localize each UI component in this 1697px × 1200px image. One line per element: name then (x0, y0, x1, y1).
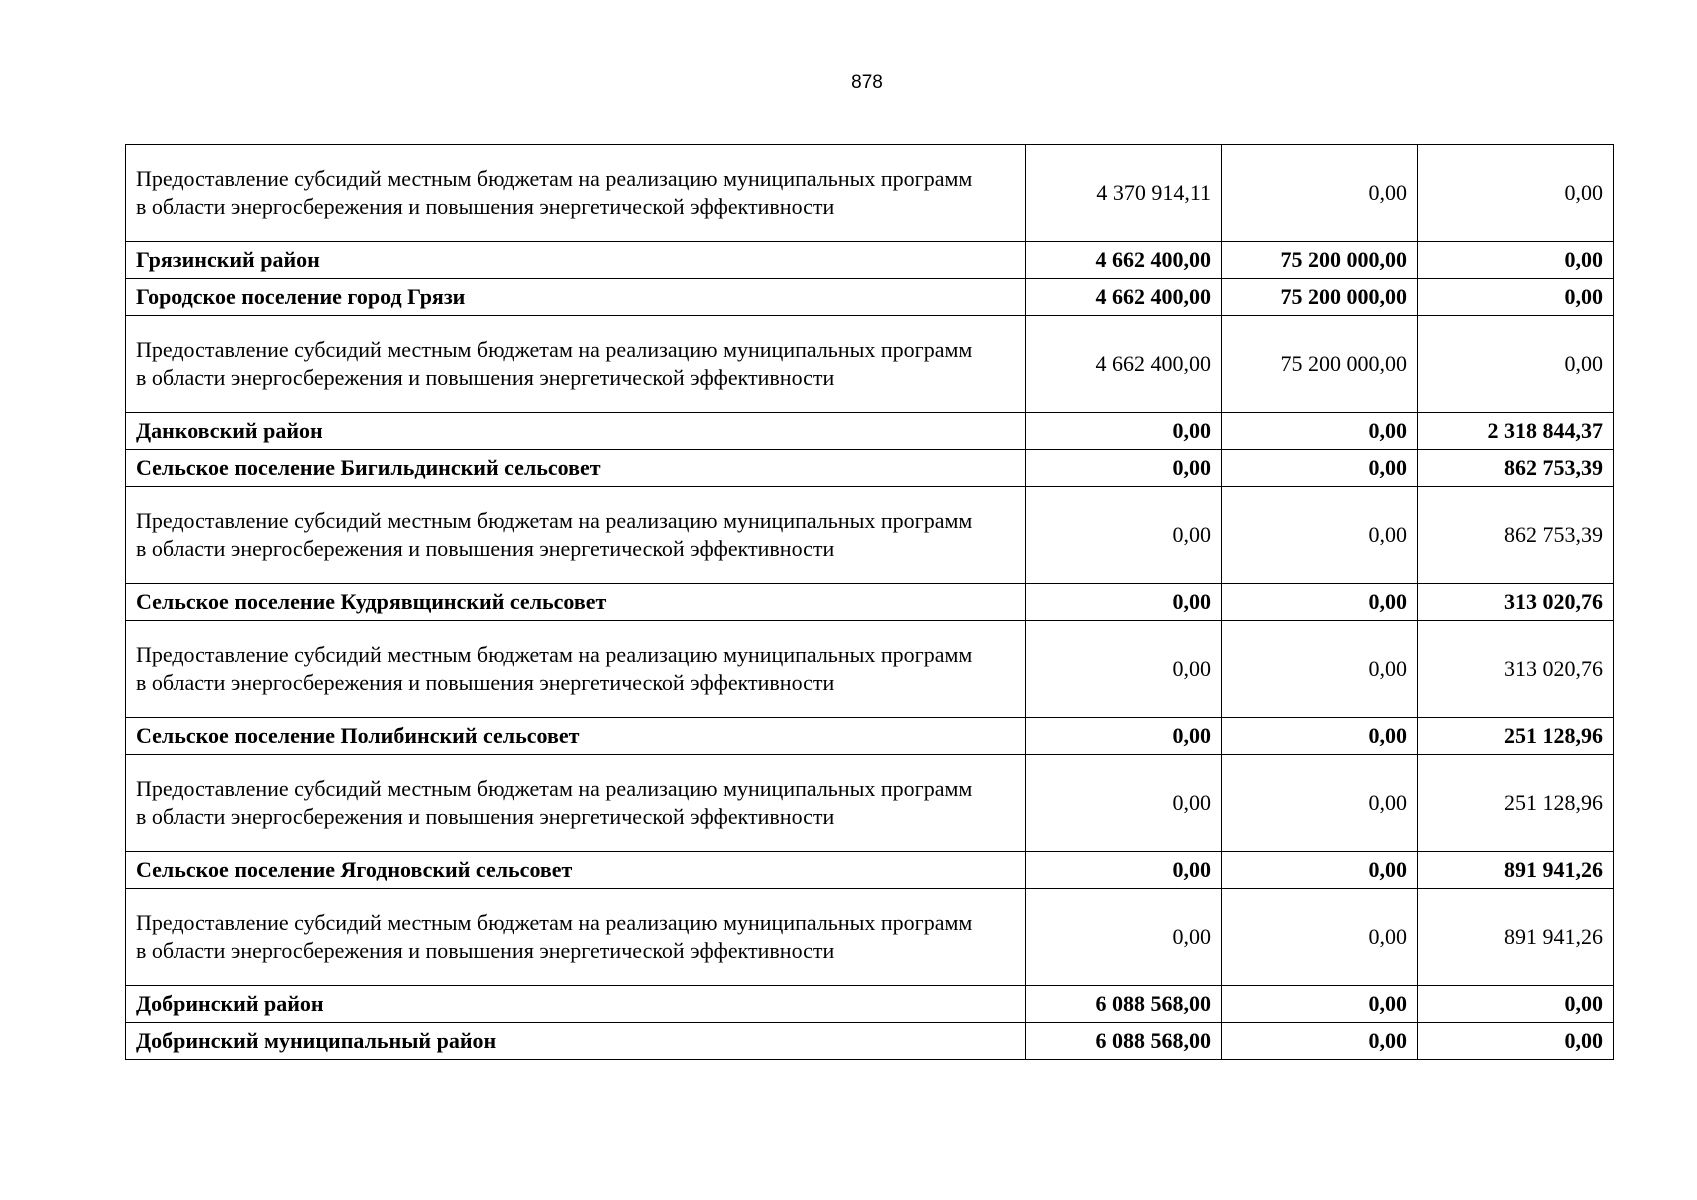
table-row (126, 986, 1614, 1023)
row-name: Добринский муниципальный район (136, 1028, 497, 1053)
value-cell-3: 0,00 (1418, 279, 1614, 316)
row-name: Предоставление субсидий местным бюджетам на реализацию муниципальных программ в области энергосбережения и повышения энергетической эффективности (136, 642, 973, 695)
row-name-cell (126, 584, 1026, 621)
value-cell-2: 0,00 (1222, 718, 1418, 755)
table-row (126, 621, 1614, 718)
table-row (126, 718, 1614, 755)
value-cell-3: 862 753,39 (1418, 487, 1614, 584)
value-cell-1: 0,00 (1026, 718, 1222, 755)
value-cell-1: 0,00 (1026, 755, 1222, 852)
value-cell-3: 0,00 (1418, 1023, 1614, 1060)
value-cell-1: 0,00 (1026, 889, 1222, 986)
row-name: Данковский район (136, 418, 323, 443)
value-cell-3: 0,00 (1418, 986, 1614, 1023)
row-name-cell (126, 279, 1026, 316)
value-cell-3: 891 941,26 (1418, 852, 1614, 889)
table-row (126, 145, 1614, 242)
row-name-cell (126, 718, 1026, 755)
table-row (126, 487, 1614, 584)
value-cell-1: 0,00 (1026, 413, 1222, 450)
value-cell-2: 0,00 (1222, 584, 1418, 621)
row-name: Предоставление субсидий местным бюджетам на реализацию муниципальных программ в области энергосбережения и повышения энергетической эффективности (136, 166, 973, 219)
value-cell-2: 0,00 (1222, 852, 1418, 889)
row-name-cell (126, 889, 1026, 986)
row-name-cell (126, 487, 1026, 584)
value-cell-2: 0,00 (1222, 621, 1418, 718)
value-cell-1: 6 088 568,00 (1026, 986, 1222, 1023)
value-cell-2: 0,00 (1222, 450, 1418, 487)
row-name: Городское поселение город Грязи (136, 284, 466, 309)
value-cell-1: 6 088 568,00 (1026, 1023, 1222, 1060)
budget-table (125, 144, 1614, 1060)
table-row (126, 279, 1614, 316)
row-name: Сельское поселение Полибинский сельсовет (136, 723, 580, 748)
row-name: Предоставление субсидий местным бюджетам на реализацию муниципальных программ в области энергосбережения и повышения энергетической эффективности (136, 337, 973, 390)
value-cell-3: 862 753,39 (1418, 450, 1614, 487)
value-cell-1: 4 662 400,00 (1026, 279, 1222, 316)
row-name: Предоставление субсидий местным бюджетам на реализацию муниципальных программ в области энергосбережения и повышения энергетической эффективности (136, 910, 973, 963)
row-name-cell (126, 986, 1026, 1023)
row-name-cell (126, 145, 1026, 242)
value-cell-1: 4 662 400,00 (1026, 316, 1222, 413)
value-cell-2: 0,00 (1222, 889, 1418, 986)
row-name: Грязинский район (136, 247, 320, 272)
value-cell-2: 75 200 000,00 (1222, 242, 1418, 279)
value-cell-3: 2 318 844,37 (1418, 413, 1614, 450)
value-cell-1: 0,00 (1026, 852, 1222, 889)
value-cell-2: 0,00 (1222, 413, 1418, 450)
value-cell-2: 0,00 (1222, 487, 1418, 584)
table-row (126, 852, 1614, 889)
value-cell-3: 0,00 (1418, 242, 1614, 279)
row-name-cell (126, 316, 1026, 413)
value-cell-2: 0,00 (1222, 755, 1418, 852)
value-cell-3: 313 020,76 (1418, 584, 1614, 621)
value-cell-1: 0,00 (1026, 621, 1222, 718)
row-name-cell (126, 1023, 1026, 1060)
value-cell-2: 75 200 000,00 (1222, 316, 1418, 413)
table-row (126, 755, 1614, 852)
row-name-cell (126, 413, 1026, 450)
value-cell-1: 4 370 914,11 (1026, 145, 1222, 242)
row-name: Сельское поселение Ягодновский сельсовет (136, 857, 573, 882)
value-cell-1: 0,00 (1026, 450, 1222, 487)
value-cell-1: 0,00 (1026, 584, 1222, 621)
page-number: 878 (851, 72, 883, 93)
value-cell-1: 4 662 400,00 (1026, 242, 1222, 279)
budget-table-body (126, 145, 1614, 1060)
row-name-cell (126, 242, 1026, 279)
table-row (126, 450, 1614, 487)
row-name: Добринский район (136, 991, 324, 1016)
table-row (126, 889, 1614, 986)
row-name-cell (126, 852, 1026, 889)
value-cell-3: 251 128,96 (1418, 718, 1614, 755)
row-name-cell (126, 755, 1026, 852)
table-row (126, 1023, 1614, 1060)
row-name: Сельское поселение Кудрявщинский сельсовет (136, 589, 607, 614)
value-cell-1: 0,00 (1026, 487, 1222, 584)
table-row (126, 413, 1614, 450)
value-cell-2: 0,00 (1222, 1023, 1418, 1060)
row-name: Сельское поселение Бигильдинский сельсовет (136, 455, 601, 480)
row-name: Предоставление субсидий местным бюджетам на реализацию муниципальных программ в области энергосбережения и повышения энергетической эффективности (136, 776, 973, 829)
row-name-cell (126, 621, 1026, 718)
row-name-cell (126, 450, 1026, 487)
value-cell-2: 0,00 (1222, 986, 1418, 1023)
value-cell-3: 0,00 (1418, 145, 1614, 242)
table-row (126, 242, 1614, 279)
value-cell-2: 75 200 000,00 (1222, 279, 1418, 316)
table-row (126, 584, 1614, 621)
value-cell-3: 0,00 (1418, 316, 1614, 413)
value-cell-3: 891 941,26 (1418, 889, 1614, 986)
value-cell-2: 0,00 (1222, 145, 1418, 242)
table-row (126, 316, 1614, 413)
value-cell-3: 313 020,76 (1418, 621, 1614, 718)
value-cell-3: 251 128,96 (1418, 755, 1614, 852)
row-name: Предоставление субсидий местным бюджетам на реализацию муниципальных программ в области энергосбережения и повышения энергетической эффективности (136, 508, 973, 561)
